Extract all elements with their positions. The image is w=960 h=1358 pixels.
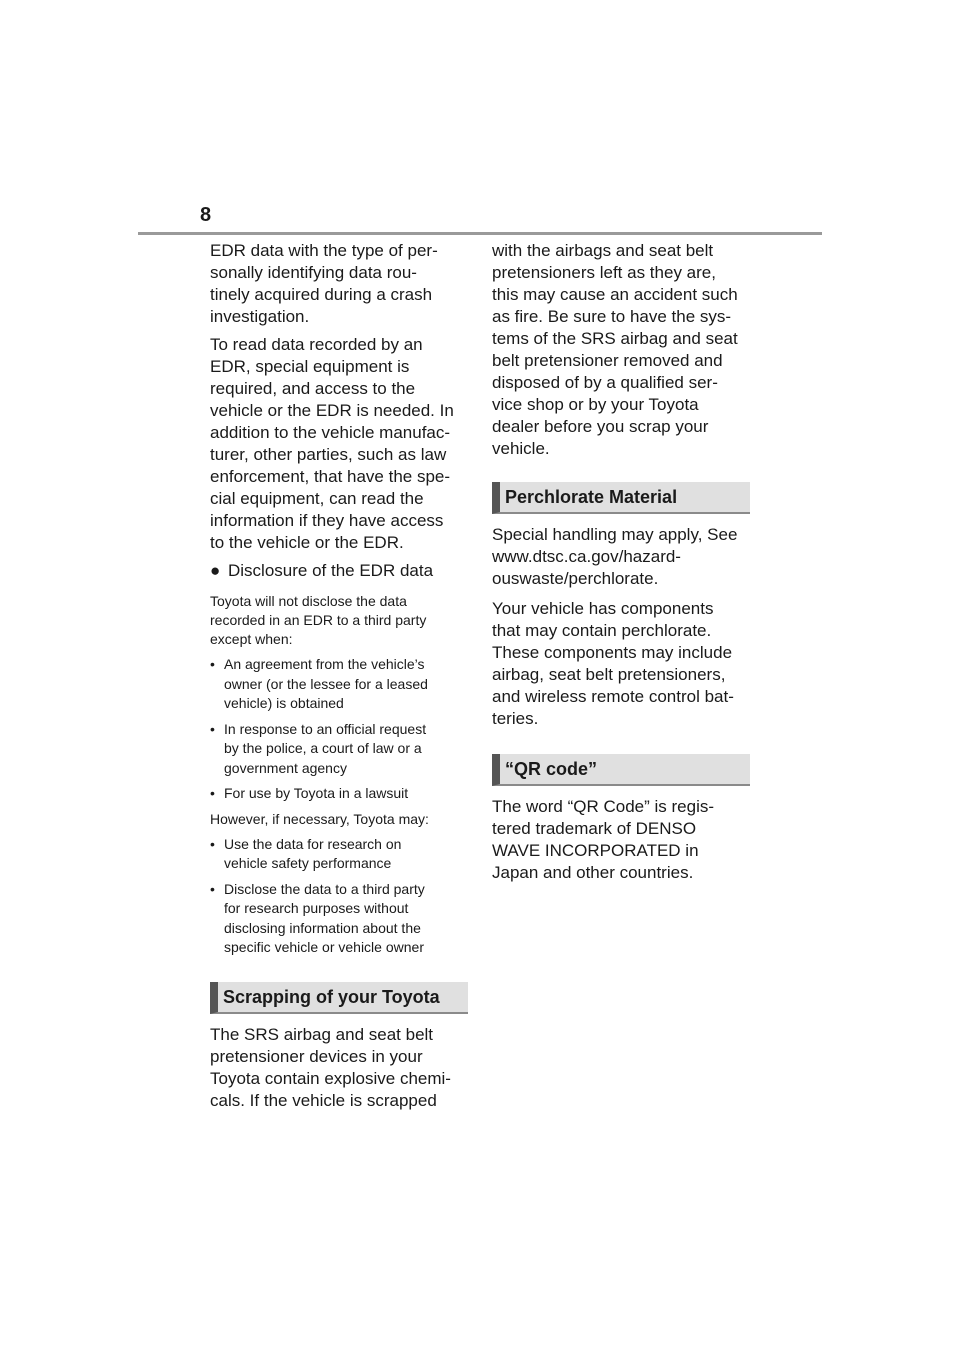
text-line: Special handling may apply, See <box>492 525 738 544</box>
perchlorate-components-paragraph <box>492 598 750 730</box>
edr-read-paragraph <box>210 334 468 554</box>
text-line: specific vehicle or vehicle owner <box>224 939 424 955</box>
text-line: In response to an official request <box>224 720 427 737</box>
text-line: pretensioner devices in your <box>210 1046 423 1066</box>
bullet-icon: • <box>210 785 215 801</box>
list-item <box>210 835 468 874</box>
text-line: disposed of by a qualified ser- <box>492 373 718 392</box>
text-line: for research purposes without <box>224 900 409 916</box>
scrapping-heading: Scrapping of your Toyota <box>210 982 468 1014</box>
text-line: vehicle) is obtained <box>224 695 344 711</box>
text-line: government agency <box>224 759 347 776</box>
text-line: tered trademark of DENSO <box>492 819 697 838</box>
disclosure-intro <box>210 592 468 649</box>
text-line: owner (or the lessee for a leased <box>224 675 428 692</box>
text-line: cial equipment, can read the <box>210 489 424 508</box>
scrapping-continued-paragraph <box>492 240 750 460</box>
text-line: Japan and other countries. <box>492 863 694 882</box>
list-item <box>210 655 468 714</box>
text-line: teries. <box>492 709 539 728</box>
text-line: turer, other parties, such as law <box>210 445 447 464</box>
text-line: required, and access to the <box>210 379 416 398</box>
text-line: Use the data for research on <box>224 835 402 852</box>
text-line: vehicle or the EDR is needed. In <box>210 401 454 420</box>
text-line: airbag, seat belt pretensioners, <box>492 665 726 684</box>
text-line: except when: <box>210 631 293 647</box>
text-line: tinely acquired during a crash <box>210 285 433 304</box>
text-line: Toyota contain explosive chemi- <box>210 1068 451 1088</box>
list-item <box>210 880 468 958</box>
may-list <box>210 835 468 958</box>
text-line: Your vehicle has components <box>492 599 714 618</box>
text-line: tems of the SRS airbag and seat <box>492 329 738 348</box>
left-column <box>210 240 468 1112</box>
text-line: and wireless remote control bat- <box>492 687 734 706</box>
text-line: disclosing information about the <box>224 919 421 936</box>
bullet-icon: • <box>210 720 215 737</box>
however-text: However, if necessary, Toyota may: <box>210 810 429 827</box>
text-line: The SRS airbag and seat belt <box>210 1024 434 1044</box>
disclosure-heading <box>210 560 468 582</box>
list-item <box>210 720 468 779</box>
perchlorate-heading: Perchlorate Material <box>492 482 750 514</box>
text-line: cals. If the vehicle is scrapped <box>210 1090 437 1110</box>
text-line: Disclose the data to a third party <box>224 880 425 897</box>
bullet-icon: • <box>210 880 215 897</box>
text-line: An agreement from the vehicle’s <box>224 656 425 672</box>
text-line: belt pretensioner removed and <box>492 351 723 370</box>
page-number: 8 <box>200 204 212 226</box>
text-line: The word “QR Code” is regis- <box>492 797 715 816</box>
text-line: ouswaste/perchlorate. <box>492 569 659 588</box>
text-line: EDR data with the type of per- <box>210 241 438 260</box>
bullet-icon: • <box>210 656 215 672</box>
disclosure-heading-text: Disclosure of the EDR data <box>228 561 434 580</box>
text-line: with the airbags and seat belt <box>492 241 714 260</box>
text-line: For use by Toyota in a lawsuit <box>224 785 409 801</box>
text-line: Toyota will not disclose the data <box>210 593 407 609</box>
text-line: addition to the vehicle manufac- <box>210 423 451 442</box>
text-line: WAVE INCORPORATED in <box>492 841 699 860</box>
bullet-icon: • <box>210 835 215 852</box>
text-line: enforcement, that have the spe- <box>210 467 451 486</box>
edr-data-paragraph <box>210 240 468 328</box>
text-line: recorded in an EDR to a third party <box>210 612 427 628</box>
except-list <box>210 655 468 804</box>
text-line: by the police, a court of law or a <box>224 740 422 756</box>
text-line: sonally identifying data rou- <box>210 263 417 282</box>
scrapping-paragraph <box>210 1024 468 1112</box>
text-line: information if they have access <box>210 511 444 530</box>
header-rule <box>138 232 822 235</box>
text-line: investigation. <box>210 307 310 326</box>
text-line: pretensioners left as they are, <box>492 263 716 282</box>
list-item <box>210 784 468 804</box>
text-line: These components may include <box>492 643 733 662</box>
qr-code-heading: “QR code” <box>492 754 750 786</box>
text-line: that may contain perchlorate. <box>492 621 712 640</box>
text-line: to the vehicle or the EDR. <box>210 533 404 552</box>
text-line: dealer before you scrap your <box>492 417 709 436</box>
text-line: www.dtsc.ca.gov/hazard- <box>492 547 681 566</box>
perchlorate-link-paragraph <box>492 524 750 590</box>
qr-code-paragraph <box>492 796 750 884</box>
bullet-icon: ● <box>210 561 221 580</box>
text-line: To read data recorded by an <box>210 335 423 354</box>
text-line: vice shop or by your Toyota <box>492 395 699 414</box>
right-column <box>492 240 750 884</box>
text-line: vehicle. <box>492 439 550 458</box>
text-line: EDR, special equipment is <box>210 357 410 376</box>
text-line: vehicle safety performance <box>224 855 392 871</box>
text-line: this may cause an accident such <box>492 285 738 304</box>
text-line: as fire. Be sure to have the sys- <box>492 307 732 326</box>
